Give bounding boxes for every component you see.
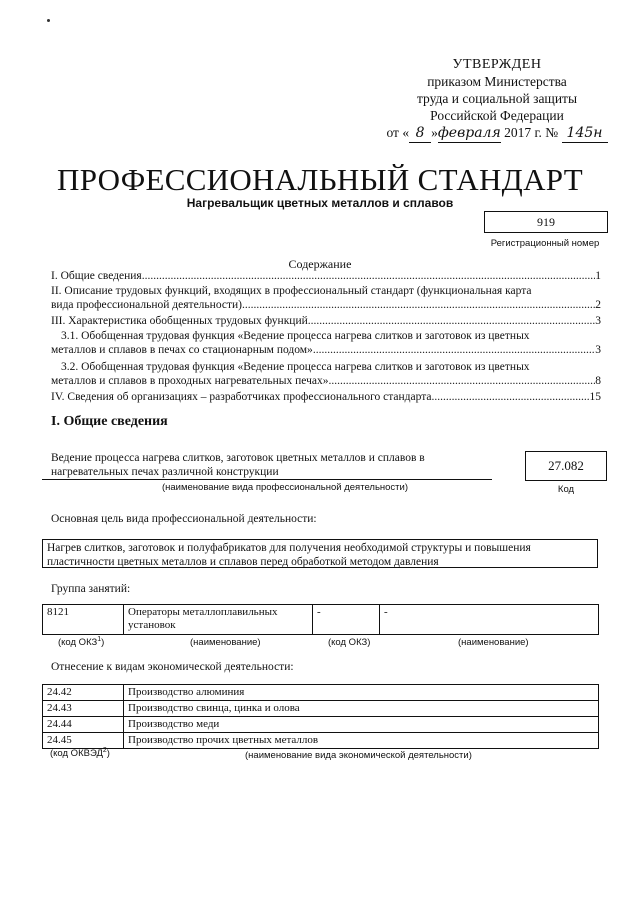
approval-line-1: приказом Министерства xyxy=(427,74,567,89)
table-row xyxy=(43,733,599,749)
approval-number: 145н xyxy=(562,125,608,143)
approval-line-3: Российской Федерации xyxy=(430,108,564,123)
okved-name: Производство свинца, цинка и олова xyxy=(124,701,599,717)
okz-name-line-2: установок xyxy=(128,619,176,631)
toc-page: 3 xyxy=(595,344,601,356)
approval-line-2: труда и социальной защиты xyxy=(416,91,578,106)
page-subtitle: Нагревальщик цветных металлов и сплавов xyxy=(186,196,454,210)
caption-okz-name-2: (наименование) xyxy=(458,637,529,648)
scan-mark xyxy=(47,19,50,22)
caption-okved-code: (код ОКВЭД$^2$) xyxy=(50,747,110,760)
registration-label: Регистрационный номер xyxy=(490,238,600,249)
toc-leader xyxy=(242,298,595,312)
okz-code: 8121 xyxy=(43,605,124,635)
approval-mid: » xyxy=(431,125,438,140)
toc-item-cont: вида профессиональной деятельности) xyxy=(51,299,242,311)
okved-code: 24.43 xyxy=(43,701,124,717)
toc-page: 1 xyxy=(595,270,601,282)
toc-item-text: 3.1. Обобщенная трудовая функция «Ведение процесса нагрева слитков и заготовок из цветных xyxy=(61,330,530,342)
toc-page: 8 xyxy=(595,375,601,387)
footnote-2: 2 xyxy=(102,747,107,754)
toc-item-6[interactable] xyxy=(51,390,601,404)
caption-okz-code: (код ОКЗ$^1$) xyxy=(58,636,105,649)
goal-box xyxy=(42,539,598,568)
okved-name: Производство алюминия xyxy=(124,685,599,701)
goal-label: Основная цель вида профессиональной деятельности: xyxy=(51,513,317,525)
toc-item-text: II. Описание трудовых функций, входящих в профессиональный стандарт (функциональная карта xyxy=(51,285,532,297)
activity-name xyxy=(51,451,501,479)
activity-code-label: Код xyxy=(557,484,575,495)
approval-day: 8 xyxy=(409,125,431,143)
toc-item-text: IV. Сведения об организациях – разработчиках профессионального стандарта xyxy=(51,391,432,403)
footnote-1: 1 xyxy=(97,636,102,643)
activity-caption: (наименование вида профессиональной деятельности) xyxy=(161,482,409,493)
approval-block xyxy=(372,56,622,143)
okved-name: Производство прочих цветных металлов xyxy=(124,733,599,749)
table-row xyxy=(43,717,599,733)
okz-name-line-1: Операторы металлоплавильных xyxy=(128,606,278,618)
toc-item-1[interactable] xyxy=(51,269,601,283)
okved-code: 24.45 xyxy=(43,733,124,749)
section-heading: I. Общие сведения xyxy=(51,414,168,429)
activity-line-2: нагревательных печах различной конструкции xyxy=(51,466,279,478)
toc-item-5[interactable] xyxy=(51,360,601,388)
toc-title: Содержание xyxy=(288,257,352,271)
occupation-group-table xyxy=(42,604,599,635)
econ-activity-table xyxy=(42,684,599,749)
okved-code: 24.42 xyxy=(43,685,124,701)
caption-okz-code-2: (код ОКЗ) xyxy=(328,637,371,648)
activity-line-1: Ведение процесса нагрева слитков, заготовок цветных металлов и сплавов в xyxy=(51,452,425,464)
group-label: Группа занятий: xyxy=(51,583,131,595)
toc-item-cont: металлов и сплавов в печах со стационарным подом» xyxy=(51,344,313,356)
registration-number-box: 919 xyxy=(484,211,608,233)
page-title: ПРОФЕССИОНАЛЬНЫЙ СТАНДАРТ xyxy=(57,162,583,197)
caption-okved-name: (наименование вида экономической деятельности) xyxy=(245,750,472,761)
table-row xyxy=(43,701,599,717)
toc-item-2[interactable] xyxy=(51,284,601,312)
econ-label: Отнесение к видам экономической деятельности: xyxy=(51,661,294,673)
toc-item-4[interactable] xyxy=(51,329,601,357)
approval-header: УТВЕРЖДЕН xyxy=(452,57,542,72)
approval-month: февраля xyxy=(437,125,501,141)
toc-page: 3 xyxy=(595,315,601,327)
toc-item-text: 3.2. Обобщенная трудовая функция «Ведение процесса нагрева слитков и заготовок из цветных xyxy=(61,361,530,373)
okz-name xyxy=(124,605,313,635)
okz-name-2: - xyxy=(380,605,599,635)
okved-name: Производство меди xyxy=(124,717,599,733)
toc-leader xyxy=(432,390,590,404)
okved-code: 24.44 xyxy=(43,717,124,733)
activity-code-box: 27.082 xyxy=(525,451,607,481)
approval-prefix: от « xyxy=(386,125,410,140)
goal-line-1: Нагрев слитков, заготовок и полуфабрикатов для получения необходимой структуры и повышения xyxy=(47,542,531,554)
toc-item-3[interactable] xyxy=(51,314,601,328)
toc-page: 15 xyxy=(589,391,601,403)
goal-line-2: пластичности цветных металлов и сплавов перед обработкой методом давления xyxy=(47,556,439,568)
toc-leader xyxy=(313,343,595,357)
caption-okz-name: (наименование) xyxy=(190,637,261,648)
toc-item-text: III. Характеристика обобщенных трудовых функций xyxy=(51,315,308,327)
approval-date-line xyxy=(372,124,622,143)
toc-leader xyxy=(142,269,596,283)
toc-page: 2 xyxy=(595,299,601,311)
table-row xyxy=(43,685,599,701)
toc-leader xyxy=(308,314,595,328)
approval-year: 2017 г. № xyxy=(504,125,559,140)
okz-code-2: - xyxy=(313,605,380,635)
activity-underline xyxy=(42,479,492,480)
toc-leader xyxy=(328,374,595,388)
toc-item-text: I. Общие сведения xyxy=(51,270,142,282)
toc-item-cont: металлов и сплавов в проходных нагревательных печах» xyxy=(51,375,329,387)
